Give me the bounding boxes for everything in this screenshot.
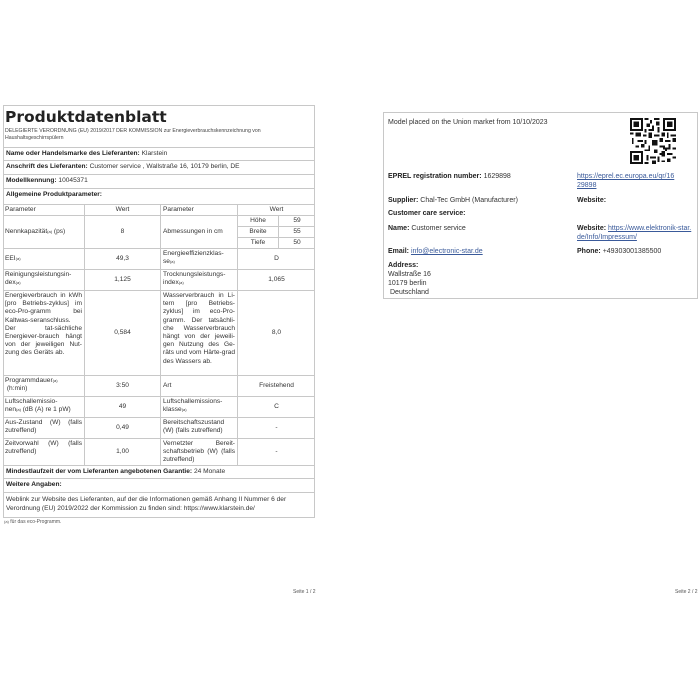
header-value-2: Wert	[237, 204, 315, 215]
height-value: 59	[278, 215, 315, 226]
networked-standby-label: Vernetzter Bereit-schaftsbetrieb (W) (falls zutreffend)	[160, 438, 237, 465]
program-duration-label: Programmdauer$^{(a)}$ (h:min)	[3, 375, 84, 396]
page-number-1: Seite 1 / 2	[293, 589, 316, 595]
footnote: $^{(a)}$ für das eco-Programm.	[4, 519, 62, 525]
off-mode-label: Aus-Zustand (W) (falls zutreffend)	[3, 417, 84, 438]
email-row	[388, 247, 483, 256]
cleaning-index-label: Reinigungsleistungsin- dex$^{(a)}$	[3, 269, 84, 290]
care-name-value: Customer service	[411, 225, 466, 232]
page-title: Produktdatenblatt	[5, 108, 167, 126]
eprel-row	[388, 172, 511, 181]
header-parameter-2: Parameter	[160, 204, 237, 215]
care-website-link-2[interactable]: de/Info/Impressum/	[577, 234, 637, 241]
phone-value: +493030013855​00	[602, 248, 662, 255]
noise-emission-value: 49	[84, 396, 160, 417]
email-label: Email:	[388, 248, 410, 255]
regulation-subtitle: DELEGIERTE VERORDNUNG (EU) 2019/2017 DER KOMMISSION zur Energieverbrauchskennzeichnung von Haushaltsgeschirrspülern	[5, 128, 261, 141]
website-heading: Website:	[577, 197, 607, 204]
customer-care-heading: Customer care service:	[388, 210, 466, 217]
water-consumption-value: 8,0	[237, 290, 315, 375]
address-row	[3, 160, 315, 174]
drying-index-label: Trocknungsleistungs- index$^{(a)}$	[160, 269, 237, 290]
energy-class-label: Energieeffizienzklas- $se^{(a)}$	[160, 248, 237, 269]
noise-class-value: C	[237, 396, 315, 417]
care-website-label: Website:	[577, 225, 607, 232]
eei-label: EEI$^{(a)}$	[3, 248, 84, 269]
weblink-row	[3, 492, 315, 518]
noise-class-label: Luftschallemissions- klasse$^{(a)}$	[160, 396, 237, 417]
supplier-value: Chal-Tec GmbH (Manufacturer)	[420, 197, 518, 204]
supplier-row	[388, 196, 518, 205]
noise-emission-label: Luftschallemissio- nen$^{(a)}$ (dB (A) re 1 pW)	[3, 396, 84, 417]
capacity-label: Nennkapazität$^{(a)}$ (ps)	[3, 215, 84, 248]
program-duration-value: 3:50	[84, 375, 160, 396]
capacity-value: 8	[84, 215, 160, 248]
address-block	[388, 261, 431, 297]
eei-value: 49,3	[84, 248, 160, 269]
delay-start-label: Zeitvorwahl (W) (falls zutreffend)	[3, 438, 84, 465]
dimensions-label: Abmessungen in cm	[160, 215, 237, 248]
header-value: Wert	[84, 204, 160, 215]
care-website-row	[577, 224, 691, 242]
further-info-heading: Weitere Angaben:	[6, 481, 62, 488]
networked-standby-value: -	[237, 438, 315, 465]
warranty-value: 24 Monate	[193, 468, 226, 475]
warranty-label: Mindestlaufzeit der vom Lieferanten angebotenen Garantie:	[6, 468, 193, 475]
supplier-label: Name oder Handelsmarke des Lieferanten:	[6, 150, 140, 157]
model-value: 10045371	[58, 177, 88, 184]
page-number-2: Seite 2 / 2	[675, 589, 698, 595]
width-value: 55	[278, 226, 315, 237]
cleaning-index-value: 1,125	[84, 269, 160, 290]
energy-consumption-value: 0,584	[84, 290, 160, 375]
care-name-row	[388, 224, 466, 233]
energy-consumption-label: Energieverbrauch in kWh [pro Betriebs-zyklus] im eco-Pro-gramm bei Kaltwas-seranschluss. Der tat-sächliche Energiever-brauch hängt von der jeweiligen Nut-zung des Geräts ab.	[3, 290, 84, 375]
care-website-link[interactable]: https://www.elektronik-star.	[608, 225, 692, 232]
address-line-3: Deutschland	[390, 289, 429, 296]
params-heading-row	[3, 188, 315, 202]
drying-index-value: 1,065	[237, 269, 315, 290]
eprel-label: EPREL registration number:	[388, 173, 482, 180]
weblink-text: Weblink zur Website des Lieferanten, auf der die Informationen gemäß Anhang II Nummer 6 der Verordnung (EU) 2019/2022 der Kommission zu finden sind: https://www.klarstein.de/	[6, 496, 287, 512]
further-info-row	[3, 478, 315, 492]
supplier-row	[3, 147, 315, 160]
phone-row	[577, 247, 661, 256]
address-label: Anschrift des Lieferanten:	[6, 163, 88, 170]
standby-label: Bereitschaftszustand (W) (falls zutreffend)	[160, 417, 237, 438]
type-label: Art	[160, 375, 237, 396]
address-line-1: Wallstraße 16	[388, 271, 431, 278]
params-heading: Allgemeine Produktparameter:	[6, 191, 103, 198]
off-mode-value: 0,49	[84, 417, 160, 438]
market-placement: Model placed on the Union market from 10/10/2023	[388, 119, 548, 126]
depth-value: 50	[278, 237, 315, 248]
type-value: Freistehend	[237, 375, 315, 396]
model-label: Modellkennung:	[6, 177, 57, 184]
address-value: Customer service , Wallstraße 16, 10179 berlin, DE	[89, 163, 240, 170]
care-name-label: Name:	[388, 225, 410, 232]
model-row	[3, 174, 315, 188]
address-label: Address:	[388, 262, 419, 269]
supplier-value: Klarstein	[141, 150, 168, 157]
water-consumption-label: Wasserverbrauch in Li-tern [pro Betriebs-zyklus] im eco-Pro-gramm. Der tatsächli-che Wasserverbrauch hängt von der jeweili-gen Nutzung des Ge-räts und vom Härte-grad des Wassers ab.	[160, 290, 237, 375]
phone-label: Phone:	[577, 248, 601, 255]
eprel-value: 1629898	[483, 173, 511, 180]
warranty-row	[3, 465, 315, 478]
height-label: Höhe	[237, 215, 278, 226]
width-label: Breite	[237, 226, 278, 237]
energy-class-value: D	[237, 248, 315, 269]
delay-start-value: 1,00	[84, 438, 160, 465]
standby-value: -	[237, 417, 315, 438]
supplier-label: Supplier:	[388, 197, 419, 204]
email-link[interactable]: info@electronic-star.de	[410, 248, 483, 255]
qr-code-icon	[630, 118, 676, 164]
address-line-2: 10179 berlin	[388, 280, 427, 287]
header-parameter: Parameter	[3, 204, 84, 215]
eprel-link[interactable]: https://eprel.ec.europa.eu/qr/16 29898	[577, 173, 675, 189]
depth-label: Tiefe	[237, 237, 278, 248]
